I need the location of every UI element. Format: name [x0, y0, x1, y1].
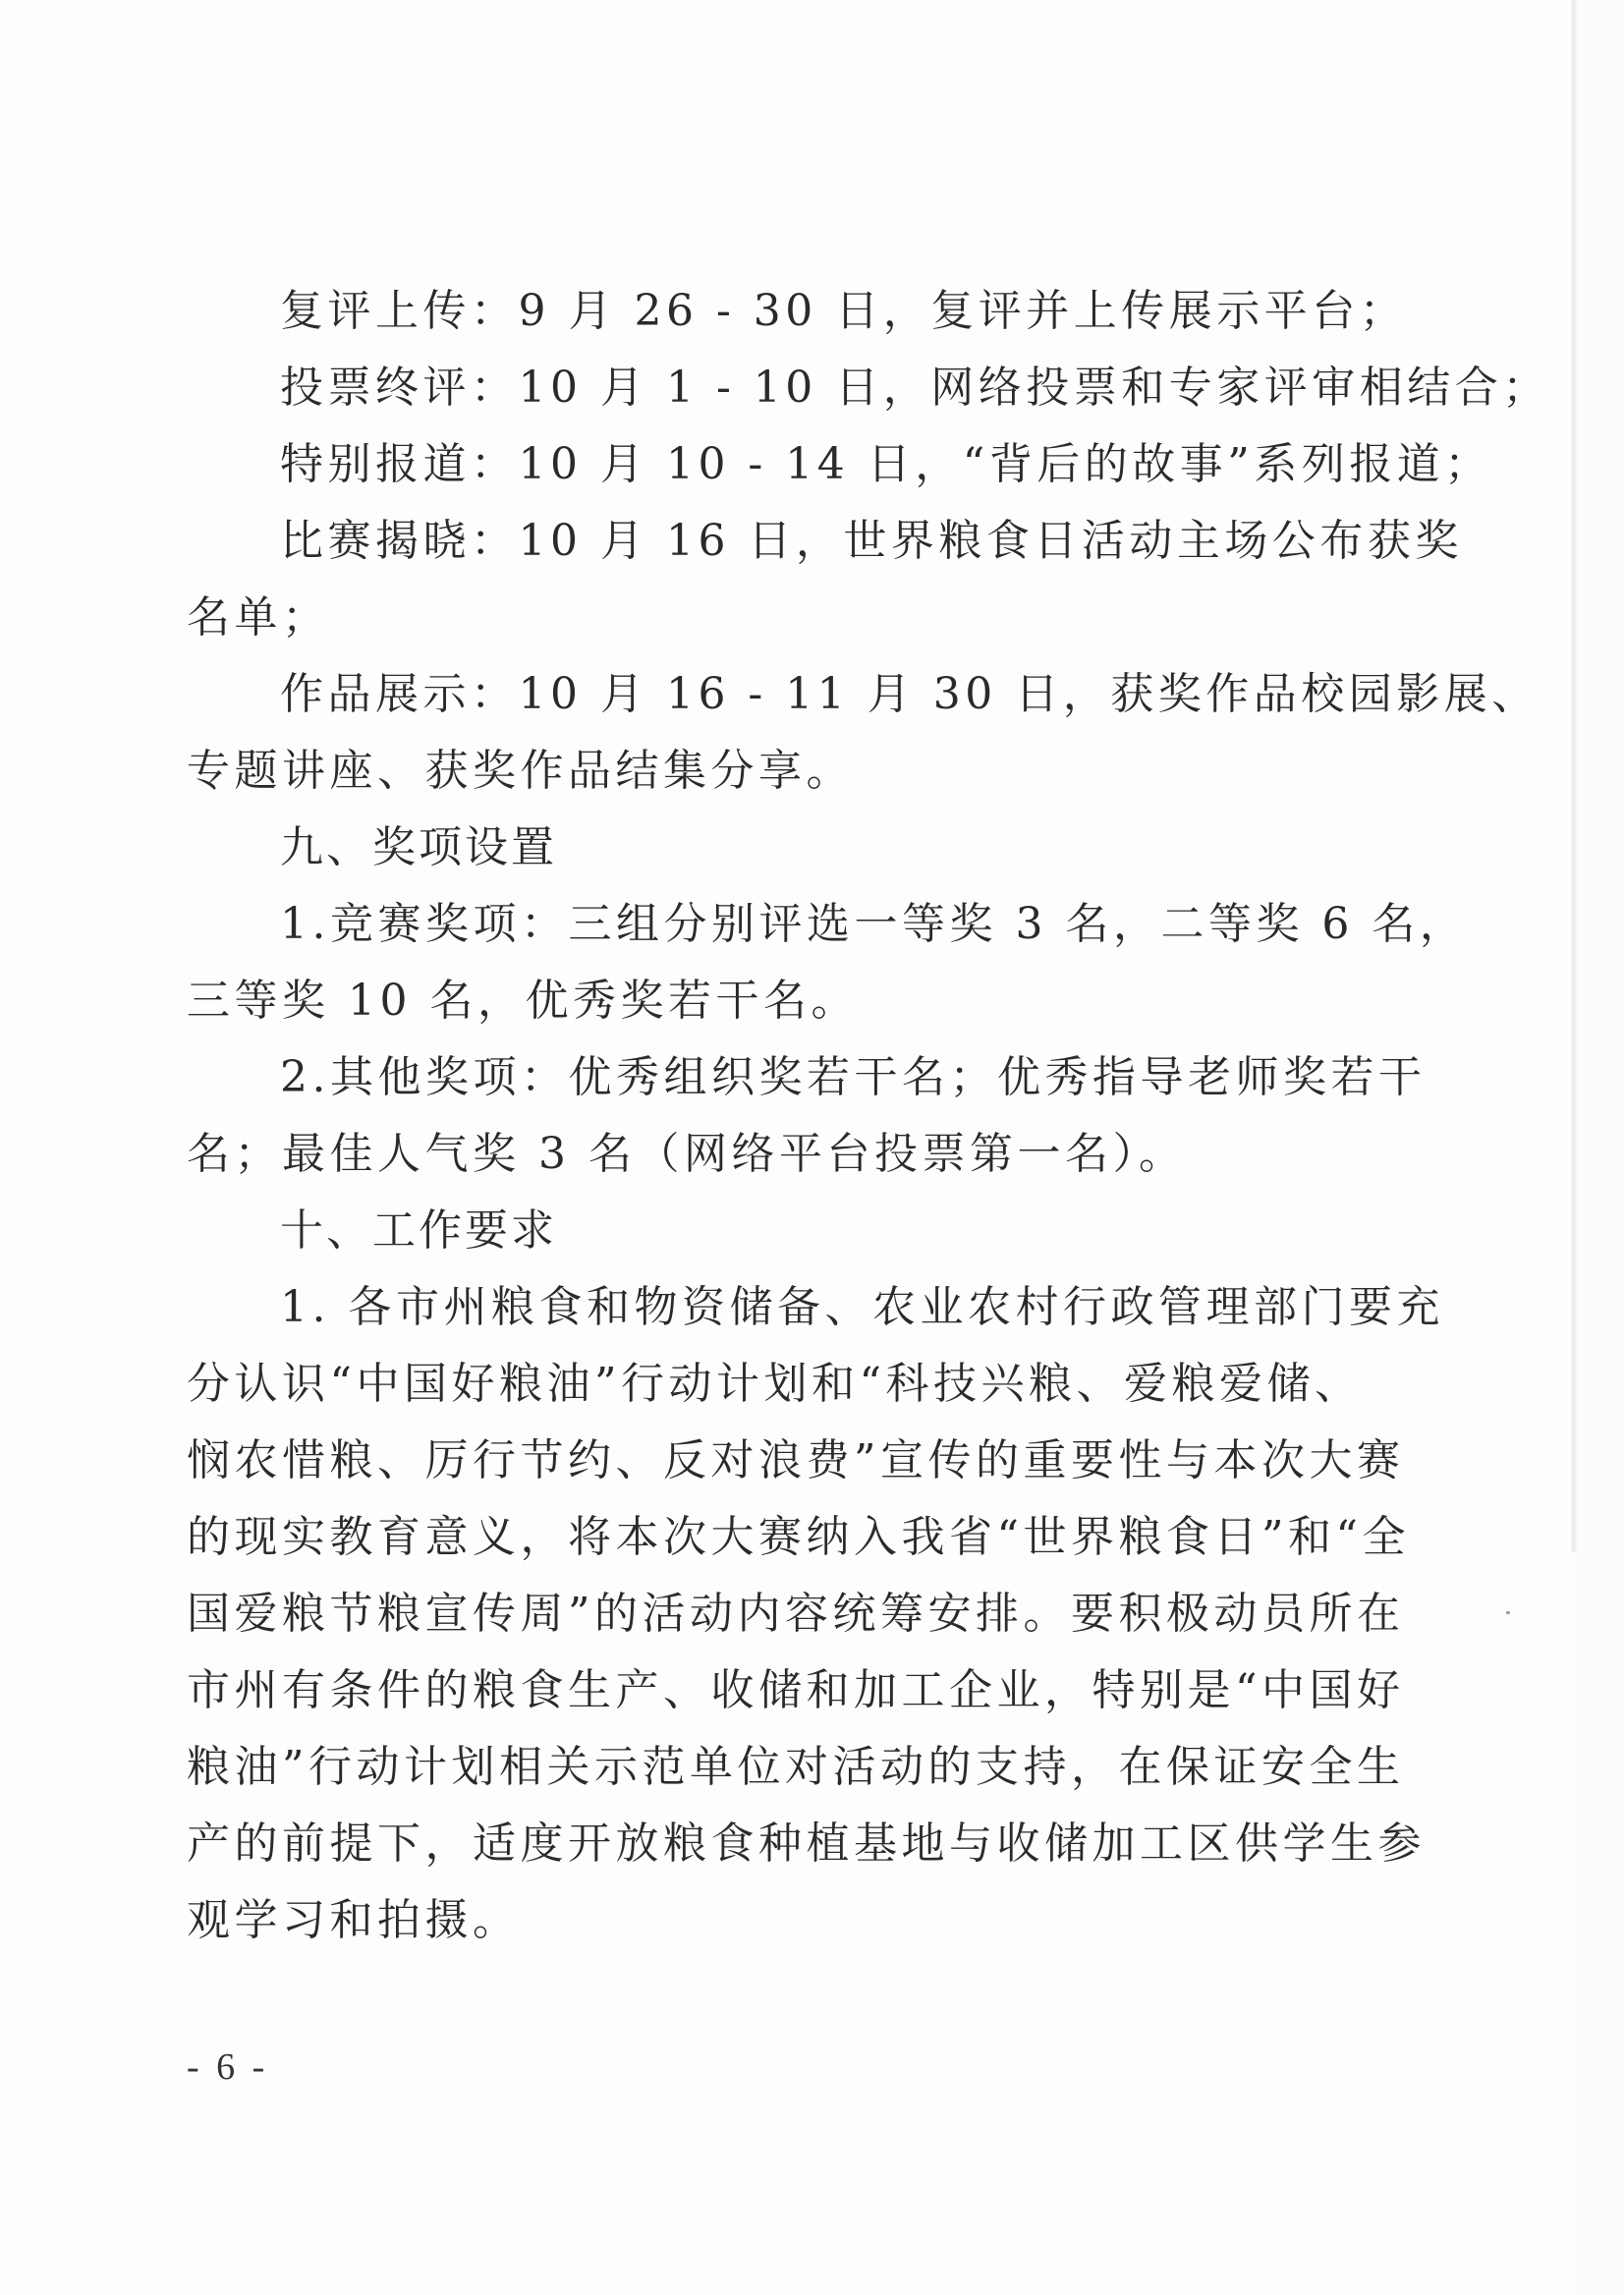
paragraph	[187, 656, 1540, 810]
text-line: 的现实教育意义，将本次大赛纳入我省“世界粮食日”和“全	[187, 1512, 1410, 1562]
paragraph	[187, 426, 1492, 503]
text-line: 1.竞赛奖项：三组分别评选一等奖 3 名，二等奖 6 名，	[280, 899, 1468, 949]
section-heading	[187, 810, 1361, 886]
heading-text: 九、奖项设置	[280, 822, 557, 872]
page-edge	[1577, 0, 1624, 2295]
text-line: 产的前提下，适度开放粮食种植基地与收储加工区供学生参	[187, 1819, 1426, 1869]
document-body	[187, 273, 1550, 1959]
text-line: 专题讲座、获奖作品结集分享。	[187, 746, 854, 796]
paragraph	[187, 1269, 1444, 1959]
text-line: 复评上传：9 月 26 - 30 日，复评并上传展示平台；	[280, 286, 1408, 336]
page-number: - 6 -	[187, 2046, 269, 2088]
text-line: 分认识“中国好粮油”行动计划和“科技兴粮、爱粮爱储、	[187, 1359, 1363, 1409]
paragraph	[187, 350, 1550, 426]
text-line: 投票终评：10 月 1 - 10 日，网络投票和专家评审相结合；	[280, 363, 1550, 413]
text-line: 粮油”行动计划相关示范单位对活动的支持，在保证安全生	[187, 1742, 1405, 1792]
scan-speck	[1506, 1611, 1510, 1614]
paragraph	[187, 886, 1468, 1039]
text-line: 1. 各市州粮食和物资储备、农业农村行政管理部门要充	[280, 1282, 1444, 1332]
paragraph	[187, 1039, 1427, 1193]
text-line: 国爱粮节粮宣传周”的活动内容统筹安排。要积极动员所在	[187, 1589, 1405, 1639]
page-edge-shadow	[1571, 0, 1577, 1552]
text-line: 比赛揭晓：10 月 16 日，世界粮食日活动主场公布获奖	[280, 516, 1463, 566]
text-line: 三等奖 10 名，优秀奖若干名。	[187, 976, 859, 1026]
heading-text: 十、工作要求	[280, 1205, 557, 1256]
text-line: 悯农惜粮、厉行节约、反对浪费”宣传的重要性与本次大赛	[187, 1435, 1405, 1485]
text-line: 2.其他奖项：优秀组织奖若干名；优秀指导老师奖若干	[280, 1052, 1427, 1102]
paragraph	[187, 273, 1408, 350]
text-line: 市州有条件的粮食生产、收储和加工企业，特别是“中国好	[187, 1665, 1405, 1715]
paragraph	[187, 503, 1463, 656]
text-line: 特别报道：10 月 10 - 14 日，“背后的故事”系列报道；	[280, 439, 1492, 489]
section-heading	[187, 1193, 1361, 1269]
text-line: 观学习和拍摄。	[187, 1895, 521, 1945]
text-line: 名单；	[187, 592, 330, 643]
text-line: 作品展示：10 月 16 - 11 月 30 日，获奖作品校园影展、	[280, 669, 1540, 719]
text-line: 名；最佳人气奖 3 名（网络平台投票第一名）。	[187, 1129, 1187, 1179]
